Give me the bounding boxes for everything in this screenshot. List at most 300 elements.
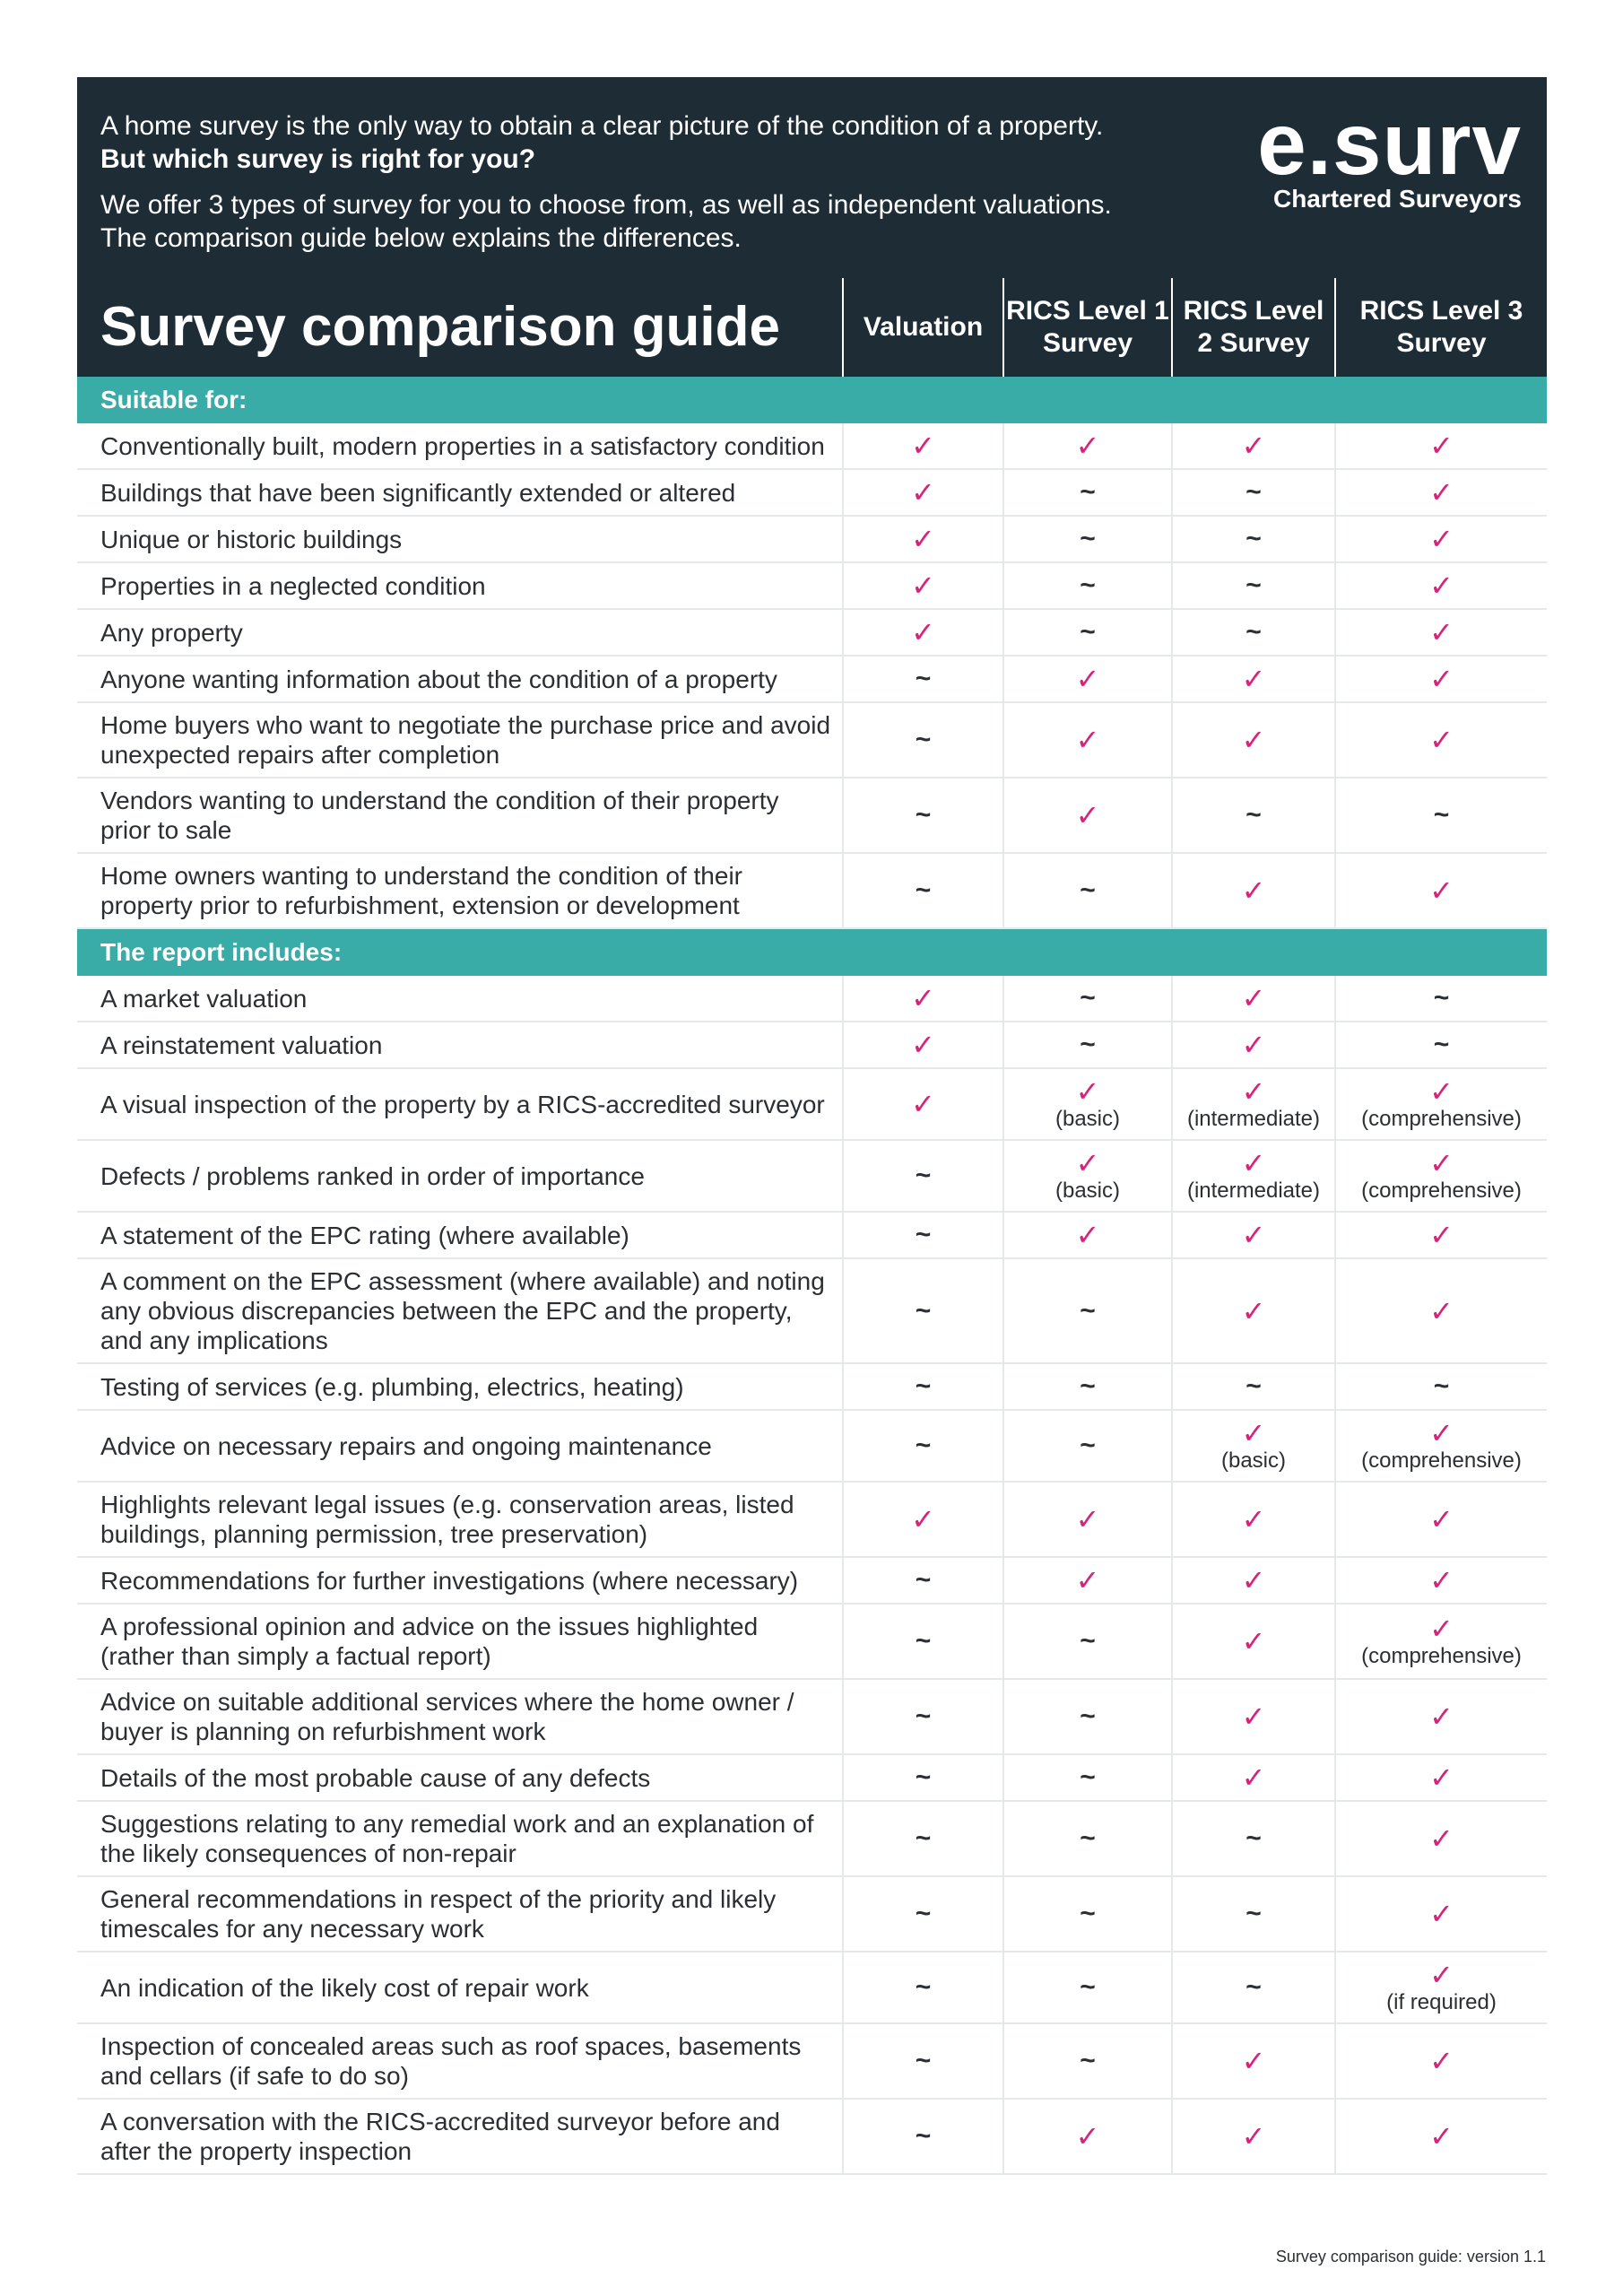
not-included-icon: ~ [915,2121,932,2151]
feature-label: A reinstatement valuation [77,1022,843,1068]
table-cell [1003,609,1172,656]
checkmark-icon: ✓ [1429,1761,1454,1794]
checkmark-icon: ✓ [1241,1625,1266,1657]
checkmark-icon: ✓ [1429,1417,1454,1449]
table-cell [1172,1801,1335,1876]
checkmark-icon: ✓ [1241,724,1266,756]
intro-line: We offer 3 types of survey for you to choose from, as well as independent valuations. [100,190,1112,220]
table-cell [843,1754,1003,1801]
checkmark-icon: ✓ [1075,724,1100,756]
table-cell [1335,516,1547,562]
checkmark-icon: ✓ [1241,1147,1266,1179]
page [77,77,1547,2175]
table-cell [1003,702,1172,778]
checkmark-icon: ✓ [1429,2120,1454,2152]
table-cell [843,702,1003,778]
table-row [77,1410,1547,1482]
table-row [77,423,1547,469]
not-included-icon: ~ [1080,1823,1096,1853]
not-included-icon: ~ [1080,1701,1096,1731]
table-cell [1172,1604,1335,1679]
table-cell [1003,423,1172,469]
table-cell [1335,1557,1547,1604]
table-cell [1003,1258,1172,1363]
table-cell [1335,423,1547,469]
feature-label: Advice on necessary repairs and ongoing maintenance [77,1410,843,1482]
table-row [77,976,1547,1022]
table-cell [843,853,1003,928]
feature-label: Suggestions relating to any remedial work and an explanation of the likely consequences of non-repair [77,1801,843,1876]
table-row [77,1557,1547,1604]
checkmark-icon: ✓ [1429,1700,1454,1733]
not-included-icon: ~ [1080,1431,1096,1460]
not-included-icon: ~ [1245,1899,1262,1928]
not-included-icon: ~ [1245,617,1262,647]
table-cell [1003,778,1172,853]
not-included-icon: ~ [915,1295,932,1326]
feature-label: Home buyers who want to negotiate the purchase price and avoid unexpected repairs after completion [77,702,843,778]
checkmark-icon: ✓ [1241,874,1266,907]
table-cell [843,976,1003,1022]
table-cell [1335,2099,1547,2174]
cell-note: (comprehensive) [1361,1448,1522,1473]
feature-label: Advice on suitable additional services where the home owner / buyer is planning on refurbishment work [77,1679,843,1754]
feature-label: Highlights relevant legal issues (e.g. conservation areas, listed buildings, planning permission, tree preservation) [77,1482,843,1557]
table-cell [1172,976,1335,1022]
checkmark-icon: ✓ [1429,1822,1454,1855]
not-included-icon: ~ [1080,477,1096,507]
table-cell [1172,423,1335,469]
table-cell [1335,1876,1547,1952]
table-cell [1335,1952,1547,2023]
feature-label: Conventionally built, modern properties in a satisfactory condition [77,423,843,469]
feature-label: Home owners wanting to understand the condition of their property prior to refurbishment, extension or development [77,853,843,928]
table-title: Survey comparison guide [77,278,843,377]
table-cell [843,469,1003,516]
table-cell [843,1557,1003,1604]
not-included-icon: ~ [1245,1371,1262,1401]
table-cell [843,609,1003,656]
table-cell [1172,853,1335,928]
table-cell [1003,656,1172,702]
table-row [77,1212,1547,1258]
not-included-icon: ~ [1245,477,1262,507]
table-cell [843,2023,1003,2099]
table-cell [1335,1068,1547,1140]
not-included-icon: ~ [1080,570,1096,600]
not-included-icon: ~ [1433,1030,1450,1059]
not-included-icon: ~ [915,1823,932,1853]
table-cell [1172,1952,1335,2023]
not-included-icon: ~ [915,1371,932,1401]
feature-label: Details of the most probable cause of any defects [77,1754,843,1801]
intro-line: The comparison guide below explains the differences. [100,223,742,253]
column-header-level-2: RICS Level 2 Survey [1172,278,1335,377]
not-included-icon: ~ [915,725,932,754]
column-header-valuation: Valuation [843,278,1003,377]
table-row [77,1952,1547,2023]
table-cell [1003,1604,1172,1679]
table-cell [1172,1876,1335,1952]
not-included-icon: ~ [915,1626,932,1656]
table-cell [1003,469,1172,516]
checkmark-icon: ✓ [1429,616,1454,648]
table-row [77,1801,1547,1876]
checkmark-icon: ✓ [1241,982,1266,1014]
intro-line: A home survey is the only way to obtain a clear picture of the condition of a property. [100,111,1104,141]
table-cell [843,1482,1003,1557]
table-cell [843,1363,1003,1410]
table-cell [843,1068,1003,1140]
feature-label: Anyone wanting information about the condition of a property [77,656,843,702]
table-cell [1172,1679,1335,1754]
version-footer: Survey comparison guide: version 1.1 [1275,2248,1546,2266]
table-row [77,1363,1547,1410]
table-cell [1335,976,1547,1022]
table-cell [1172,1482,1335,1557]
table-cell [843,1801,1003,1876]
checkmark-icon: ✓ [1241,1700,1266,1733]
table-row [77,1068,1547,1140]
checkmark-icon: ✓ [1429,1959,1454,1991]
feature-label: Any property [77,609,843,656]
checkmark-icon: ✓ [911,1088,935,1120]
table-row [77,656,1547,702]
checkmark-icon: ✓ [911,1503,935,1535]
section-header-row [77,377,1547,423]
table-cell [1335,853,1547,928]
table-cell [1335,1212,1547,1258]
table-cell [1172,1410,1335,1482]
table-cell [1003,1557,1172,1604]
table-cell [1003,976,1172,1022]
not-included-icon: ~ [1245,570,1262,600]
checkmark-icon: ✓ [1429,1294,1454,1327]
logo-tagline: Chartered Surveyors [1272,185,1522,213]
table-cell [1172,469,1335,516]
table-cell [1335,1679,1547,1754]
table-cell [843,1410,1003,1482]
not-included-icon: ~ [1245,1823,1262,1853]
table-cell [843,656,1003,702]
table-cell [843,778,1003,853]
feature-label: Properties in a neglected condition [77,562,843,609]
not-included-icon: ~ [1433,1371,1450,1401]
not-included-icon: ~ [1245,524,1262,553]
table-cell [1172,1363,1335,1410]
checkmark-icon: ✓ [1241,1564,1266,1596]
table-cell [1003,516,1172,562]
table-cell [1335,1801,1547,1876]
table-cell [1172,516,1335,562]
table-row [77,1482,1547,1557]
checkmark-icon: ✓ [1075,2120,1100,2152]
not-included-icon: ~ [1080,875,1096,905]
table-cell [1003,1876,1172,1952]
checkmark-icon: ✓ [1429,570,1454,602]
cell-note: (basic) [1220,1448,1286,1473]
checkmark-icon: ✓ [1075,799,1100,831]
table-cell [1335,1482,1547,1557]
table-cell [1003,2023,1172,2099]
table-row [77,853,1547,928]
comparison-table [77,278,1547,2175]
table-cell [1172,1557,1335,1604]
checkmark-icon: ✓ [1429,476,1454,509]
checkmark-icon: ✓ [1241,1503,1266,1535]
checkmark-icon: ✓ [911,616,935,648]
table-cell [843,1679,1003,1754]
table-cell [1172,702,1335,778]
checkmark-icon: ✓ [911,430,935,462]
table-row [77,702,1547,778]
cell-note: (intermediate) [1186,1178,1321,1203]
not-included-icon: ~ [1080,2046,1096,2075]
checkmark-icon: ✓ [1075,1219,1100,1251]
not-included-icon: ~ [1433,800,1450,830]
checkmark-icon: ✓ [1429,523,1454,555]
checkmark-icon: ✓ [911,523,935,555]
table-cell [1172,656,1335,702]
table-cell [1172,2099,1335,2174]
cell-note: (comprehensive) [1361,1644,1522,1668]
checkmark-icon: ✓ [1075,663,1100,695]
table-cell [1335,1258,1547,1363]
table-cell [1335,562,1547,609]
table-cell [1003,1679,1172,1754]
not-included-icon: ~ [915,1431,932,1460]
checkmark-icon: ✓ [1241,2045,1266,2077]
checkmark-icon: ✓ [911,982,935,1014]
table-cell [1172,562,1335,609]
checkmark-icon: ✓ [1429,663,1454,695]
feature-label: A market valuation [77,976,843,1022]
feature-label: A professional opinion and advice on the issues highlighted (rather than simply a factual report) [77,1604,843,1679]
feature-label: Unique or historic buildings [77,516,843,562]
checkmark-icon: ✓ [1241,1761,1266,1794]
checkmark-icon: ✓ [1429,1503,1454,1535]
not-included-icon: ~ [915,2046,932,2075]
table-row [77,1876,1547,1952]
feature-label: A comment on the EPC assessment (where available) and noting any obvious discrepancies between the EPC and the property, and any implications [77,1258,843,1363]
table-cell [1003,1068,1172,1140]
checkmark-icon: ✓ [1429,1219,1454,1251]
checkmark-icon: ✓ [1429,1898,1454,1930]
cell-note: (if required) [1386,1990,1497,2014]
checkmark-icon: ✓ [1429,724,1454,756]
table-cell [843,2099,1003,2174]
table-cell [1335,656,1547,702]
table-cell [1172,1258,1335,1363]
table-row [77,2099,1547,2174]
table-cell [1003,1363,1172,1410]
checkmark-icon: ✓ [1429,1613,1454,1645]
table-cell [1335,1022,1547,1068]
not-included-icon: ~ [1080,1295,1096,1326]
column-header-level-3: RICS Level 3 Survey [1335,278,1547,377]
feature-label: General recommendations in respect of the priority and likely timescales for any necessary work [77,1876,843,1952]
cell-note: (comprehensive) [1361,1107,1522,1131]
table-cell [1003,1482,1172,1557]
not-included-icon: ~ [915,875,932,905]
section-heading: The report includes: [77,928,1547,976]
table-cell [1003,2099,1172,2174]
table-cell [1003,1754,1172,1801]
table-cell [1003,1801,1172,1876]
feature-label: Inspection of concealed areas such as roof spaces, basements and cellars (if safe to do so) [77,2023,843,2099]
not-included-icon: ~ [1080,1626,1096,1656]
table-cell [1335,1140,1547,1212]
checkmark-icon: ✓ [1075,430,1100,462]
table-cell [1172,1068,1335,1140]
table-cell [843,1876,1003,1952]
not-included-icon: ~ [1080,1762,1096,1792]
table-cell [1335,702,1547,778]
table-cell [843,1952,1003,2023]
esurv-logo [1257,94,1522,213]
logo-wordmark: e.surv [1257,94,1522,193]
table-body [77,377,1547,2174]
checkmark-icon: ✓ [1429,1564,1454,1596]
intro-question: But which survey is right for you? [100,144,536,174]
table-cell [1172,2023,1335,2099]
table-cell [1003,1140,1172,1212]
checkmark-icon: ✓ [911,570,935,602]
section-header-row [77,928,1547,976]
checkmark-icon: ✓ [1241,2120,1266,2152]
checkmark-icon: ✓ [1429,874,1454,907]
table-cell [1003,562,1172,609]
table-header-row [77,278,1547,377]
feature-label: Defects / problems ranked in order of importance [77,1140,843,1212]
not-included-icon: ~ [915,1899,932,1928]
table-cell [1172,1022,1335,1068]
checkmark-icon: ✓ [1241,1219,1266,1251]
not-included-icon: ~ [1433,983,1450,1013]
table-cell [1172,1212,1335,1258]
table-cell [1335,609,1547,656]
not-included-icon: ~ [915,1161,932,1190]
not-included-icon: ~ [1080,1371,1096,1401]
not-included-icon: ~ [1245,800,1262,830]
not-included-icon: ~ [915,1972,932,2002]
checkmark-icon: ✓ [1241,1075,1266,1108]
checkmark-icon: ✓ [911,476,935,509]
table-row [77,1022,1547,1068]
not-included-icon: ~ [1080,524,1096,553]
table-cell [1335,1754,1547,1801]
table-row [77,1754,1547,1801]
table-row [77,1258,1547,1363]
checkmark-icon: ✓ [1241,663,1266,695]
not-included-icon: ~ [915,1762,932,1792]
table-row [77,516,1547,562]
checkmark-icon: ✓ [1241,1029,1266,1061]
table-cell [1003,1410,1172,1482]
section-heading: Suitable for: [77,377,1547,423]
feature-label: An indication of the likely cost of repair work [77,1952,843,2023]
feature-label: A visual inspection of the property by a RICS-accredited surveyor [77,1068,843,1140]
not-included-icon: ~ [1080,1030,1096,1059]
table-cell [843,1140,1003,1212]
table-cell [843,1212,1003,1258]
table-cell [843,1258,1003,1363]
not-included-icon: ~ [1245,1972,1262,2002]
table-cell [843,562,1003,609]
checkmark-icon: ✓ [1241,1294,1266,1327]
checkmark-icon: ✓ [1429,1075,1454,1108]
checkmark-icon: ✓ [1429,2045,1454,2077]
not-included-icon: ~ [915,1701,932,1731]
not-included-icon: ~ [1080,1899,1096,1928]
cell-note: (intermediate) [1186,1107,1321,1131]
checkmark-icon: ✓ [1429,1147,1454,1179]
table-cell [1172,609,1335,656]
feature-label: Buildings that have been significantly extended or altered [77,469,843,516]
table-cell [1335,2023,1547,2099]
checkmark-icon: ✓ [1241,1417,1266,1449]
cell-note: (basic) [1055,1107,1120,1131]
column-header-level-1: RICS Level 1 Survey [1003,278,1172,377]
table-row [77,562,1547,609]
not-included-icon: ~ [1080,617,1096,647]
table-cell [843,1022,1003,1068]
table-cell [1172,778,1335,853]
header-banner [77,77,1547,278]
not-included-icon: ~ [915,1220,932,1249]
checkmark-icon: ✓ [1429,430,1454,462]
table-cell [1335,1604,1547,1679]
feature-label: Vendors wanting to understand the condition of their property prior to sale [77,778,843,853]
table-cell [1003,853,1172,928]
table-row [77,1679,1547,1754]
table-cell [843,1604,1003,1679]
table-cell [1335,1410,1547,1482]
checkmark-icon: ✓ [1241,430,1266,462]
checkmark-icon: ✓ [1075,1503,1100,1535]
table-row [77,469,1547,516]
table-cell [1172,1140,1335,1212]
table-row [77,778,1547,853]
table-cell [1003,1022,1172,1068]
not-included-icon: ~ [915,800,932,830]
feature-label: A statement of the EPC rating (where available) [77,1212,843,1258]
checkmark-icon: ✓ [911,1029,935,1061]
table-row [77,1140,1547,1212]
feature-label: Testing of services (e.g. plumbing, electrics, heating) [77,1363,843,1410]
checkmark-icon: ✓ [1075,1075,1100,1108]
table-row [77,609,1547,656]
table-cell [843,423,1003,469]
cell-note: (comprehensive) [1361,1178,1522,1203]
table-cell [1335,778,1547,853]
not-included-icon: ~ [915,664,932,693]
not-included-icon: ~ [1080,983,1096,1013]
table-cell [1335,1363,1547,1410]
checkmark-icon: ✓ [1075,1564,1100,1596]
table-cell [843,516,1003,562]
not-included-icon: ~ [1080,1972,1096,2002]
table-row [77,1604,1547,1679]
table-cell [1172,1754,1335,1801]
checkmark-icon: ✓ [1075,1147,1100,1179]
table-row [77,2023,1547,2099]
not-included-icon: ~ [915,1565,932,1595]
cell-note: (basic) [1055,1178,1120,1203]
table-cell [1335,469,1547,516]
feature-label: Recommendations for further investigations (where necessary) [77,1557,843,1604]
feature-label: A conversation with the RICS-accredited surveyor before and after the property inspection [77,2099,843,2174]
